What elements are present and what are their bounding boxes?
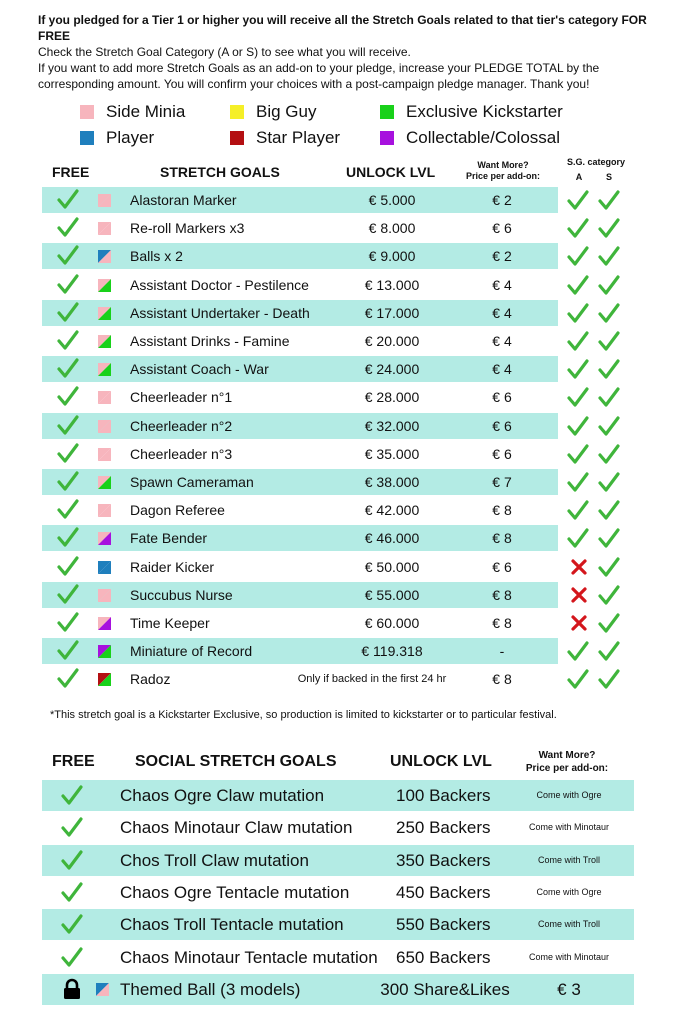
social-goal-name: Chaos Ogre Tentacle mutation [120,882,350,902]
social-unlock-level: 100 Backers [396,786,491,805]
lock-icon [61,978,83,1000]
addon-price: € 8 [492,671,512,688]
legend-label: Star Player [256,128,341,147]
unlock-level: € 46.000 [364,530,420,547]
category-swatch-icon [98,448,111,461]
goal-name: Radoz [130,671,171,688]
check-icon [57,385,79,407]
unlock-level: € 24.000 [364,361,420,378]
check-icon [598,499,620,521]
cross-icon [570,614,592,636]
category-swatch-icon [98,561,111,574]
check-icon [61,946,83,968]
addon-price: € 7 [492,474,512,490]
check-icon [567,527,589,549]
check-icon [598,443,620,465]
header-want-more-line2: Price per add-on: [465,171,540,181]
category-swatch-icon [98,194,111,207]
social-addon-price: Come with Troll [537,854,600,865]
table-row [42,384,558,410]
goal-name: Alastoran Marker [130,192,237,208]
check-icon [567,274,589,296]
check-icon [57,273,79,295]
table-row [42,610,558,636]
check-icon [57,583,79,605]
table-row [42,554,558,580]
category-swatch-icon [98,476,111,489]
check-icon [57,442,79,464]
check-icon [567,245,589,267]
addon-price: € 6 [492,445,512,462]
table-row [42,942,634,973]
category-swatch-icon [98,532,111,545]
social-addon-price: € 3 [557,979,581,999]
goal-name: Spawn Cameraman [130,474,254,490]
check-icon [61,816,83,838]
unlock-level: € 8.000 [368,220,416,237]
check-icon [567,640,589,662]
table-row [42,243,558,269]
check-icon [598,302,620,324]
social-header-free: FREE [52,753,95,770]
check-icon [598,358,620,380]
intro-line-2: Check the Stretch Goal Category (A or S) to see what you will receive. [38,45,411,59]
category-swatch-icon [98,307,111,320]
check-icon [57,244,79,266]
unlock-level: Only if backed in the first 24 hr [297,673,447,686]
table-row [42,638,558,664]
header-cat-a: A [575,172,583,182]
goal-name: Cheerleader n°3 [130,445,233,462]
legend-label: Player [106,128,155,147]
addon-price: € 2 [492,192,512,208]
table-row [42,845,634,876]
header-want-more [448,160,558,182]
social-addon-price: Come with Minotaur [528,951,610,962]
header-sg-category: S.G. category [566,157,626,167]
social-goal-name: Chaos Troll Tentacle mutation [120,915,344,935]
social-goal-name: Themed Ball (3 models) [120,979,301,999]
legend-item-big-guy [230,102,316,122]
check-icon [57,498,79,520]
header-stretch-goals: STRETCH GOALS [160,164,280,180]
legend-swatch-icon [380,105,394,119]
legend-label: Exclusive Kickstarter [406,102,563,121]
table-row [42,187,558,213]
check-icon [598,330,620,352]
table-row [42,469,558,495]
check-icon [61,881,83,903]
check-icon [567,471,589,493]
legend-item-player [80,128,154,148]
check-icon [57,611,79,633]
check-icon [598,668,620,690]
check-icon [61,849,83,871]
check-icon [57,329,79,351]
check-icon [598,386,620,408]
category-swatch-icon [98,504,111,517]
goal-name: Assistant Doctor - Pestilence [130,276,309,293]
addon-price: € 4 [492,333,512,349]
check-icon [567,189,589,211]
check-icon [598,471,620,493]
legend-swatch-icon [80,105,94,119]
goal-name: Re-roll Markers x3 [130,220,245,237]
social-goal-name: Chos Troll Claw mutation [120,850,309,870]
header-cat-s: S [605,172,612,182]
category-swatch-icon [98,222,111,235]
check-icon [57,357,79,379]
social-addon-price: Come with Minotaur [528,822,610,833]
table-row [42,215,558,241]
unlock-level: € 5.000 [368,192,416,208]
table-row [42,272,558,298]
legend-label: Collectable/Colossal [406,128,561,147]
intro-text [38,12,658,92]
addon-price: € 4 [492,361,512,378]
category-swatch-icon [98,363,111,376]
table-row [42,441,558,467]
goal-name: Dagon Referee [130,502,225,519]
legend-item-star-player [230,128,340,148]
category-swatch-icon [98,279,111,292]
table-row [42,974,634,1005]
addon-price: - [499,643,505,660]
goal-name: Assistant Drinks - Famine [130,333,290,349]
check-icon [567,668,589,690]
category-swatch-icon [98,250,111,263]
intro-line-3: If you want to add more Stretch Goals as an add-on to your pledge, increase your PLEDGE TOTAL by the corresponding amount. You will confirm your choices with a post-campaign pledge manager. Thank you! [38,61,600,91]
addon-price: € 8 [492,530,512,547]
check-icon [598,612,620,634]
legend-swatch-icon [230,105,244,119]
category-swatch-icon [98,391,111,404]
check-icon [567,302,589,324]
check-icon [598,189,620,211]
social-goal-name: Chaos Minotaur Tentacle mutation [120,947,378,967]
unlock-level: € 60.000 [364,615,420,631]
legend-label: Big Guy [256,102,317,121]
social-unlock-level: 450 Backers [396,882,491,902]
unlock-level: € 42.000 [364,502,420,519]
addon-price: € 2 [492,248,512,265]
legend-item-collectable [380,128,560,148]
check-icon [598,556,620,578]
addon-price: € 4 [492,276,512,293]
goal-name: Cheerleader n°2 [130,417,233,434]
check-icon [57,639,79,661]
social-header-want-more [512,749,622,775]
goal-name: Succubus Nurse [130,586,233,603]
check-icon [598,640,620,662]
category-swatch-icon [98,673,111,686]
social-unlock-level: 250 Backers [396,818,491,838]
unlock-level: € 13.000 [364,276,420,293]
check-icon [61,913,83,935]
category-swatch-icon [98,589,111,602]
header-unlock-lvl: UNLOCK LVL [346,164,436,180]
goal-name: Miniature of Record [130,643,253,660]
goal-name: Fate Bender [130,530,208,547]
social-unlock-level: 650 Backers [396,947,491,967]
intro-line-1: If you pledged for a Tier 1 or higher you will receive all the Stretch Goals related to that tier's category FOR FREE [38,13,647,43]
unlock-level: € 55.000 [364,586,420,603]
check-icon [57,301,79,323]
check-icon [57,470,79,492]
header-free: FREE [52,164,90,180]
addon-price: € 6 [492,220,512,237]
social-addon-price: Come with Ogre [536,886,602,897]
legend-swatch-icon [380,131,394,145]
goal-name: Raider Kicker [130,558,215,575]
check-icon [567,386,589,408]
category-swatch-icon [98,420,111,433]
check-icon [567,499,589,521]
check-icon [598,274,620,296]
unlock-level: € 38.000 [364,474,420,490]
category-swatch-icon [98,335,111,348]
social-header-title: SOCIAL STRETCH GOALS [135,753,337,770]
check-icon [57,414,79,436]
check-icon [57,188,79,210]
footnote: *This stretch goal is a Kickstarter Exclusive, so production is limited to kickstarter or to particular festival. [50,709,557,721]
check-icon [57,555,79,577]
social-unlock-level: 350 Backers [396,850,491,870]
check-icon [61,784,83,806]
check-icon [57,526,79,548]
unlock-level: € 50.000 [364,558,420,575]
table-row [42,497,558,523]
legend-item-side-minia [80,102,185,122]
check-icon [598,527,620,549]
unlock-level: € 32.000 [364,417,420,434]
goal-name: Cheerleader n°1 [130,389,233,406]
check-icon [57,667,79,689]
category-swatch-icon [96,983,109,996]
table-row [42,666,558,692]
check-icon [567,217,589,239]
social-header-unlock: UNLOCK LVL [390,753,492,770]
check-icon [567,330,589,352]
header-want-more-line1: Want More? [477,160,529,170]
goal-name: Time Keeper [130,615,210,631]
addon-price: € 6 [492,558,512,575]
table-row [42,909,634,940]
unlock-level: € 119.318 [361,643,423,660]
table-row [42,877,634,908]
check-icon [57,216,79,238]
unlock-level: € 20.000 [364,333,420,349]
social-addon-price: Come with Ogre [536,790,602,800]
social-goal-name: Chaos Minotaur Claw mutation [120,818,353,838]
table-row [42,812,634,843]
table-row [42,328,558,354]
social-addon-price: Come with Troll [537,919,600,930]
check-icon [567,415,589,437]
social-header-want-more-line1: Want More? [538,750,596,761]
addon-price: € 8 [492,502,512,519]
social-goal-name: Chaos Ogre Claw mutation [120,786,325,805]
addon-price: € 8 [492,615,512,631]
check-icon [598,245,620,267]
addon-price: € 6 [492,417,512,434]
check-icon [567,358,589,380]
table-row [42,300,558,326]
unlock-level: € 17.000 [364,304,420,321]
category-swatch-icon [98,645,111,658]
social-unlock-level: 300 Share&Likes [380,979,510,999]
legend-label: Side Minia [106,102,186,121]
check-icon [567,443,589,465]
unlock-level: € 28.000 [364,389,420,406]
category-swatch-icon [98,617,111,630]
addon-price: € 4 [492,304,512,321]
legend-swatch-icon [230,131,244,145]
check-icon [598,217,620,239]
social-header-want-more-line2: Price per add-on: [525,763,609,774]
addon-price: € 6 [492,389,512,406]
goal-name: Balls x 2 [130,248,183,265]
check-icon [598,584,620,606]
social-unlock-level: 550 Backers [396,915,491,935]
table-row [42,356,558,382]
check-icon [598,415,620,437]
table-row [42,780,634,811]
cross-icon [570,558,592,580]
legend-swatch-icon [80,131,94,145]
goal-name: Assistant Undertaker - Death [130,304,310,321]
table-row [42,413,558,439]
table-row [42,582,558,608]
table-row [42,525,558,551]
unlock-level: € 9.000 [368,248,416,265]
legend-item-exclusive-kickstarter [380,102,563,122]
cross-icon [570,586,592,608]
unlock-level: € 35.000 [364,445,420,462]
goal-name: Assistant Coach - War [130,361,269,378]
addon-price: € 8 [492,586,512,603]
